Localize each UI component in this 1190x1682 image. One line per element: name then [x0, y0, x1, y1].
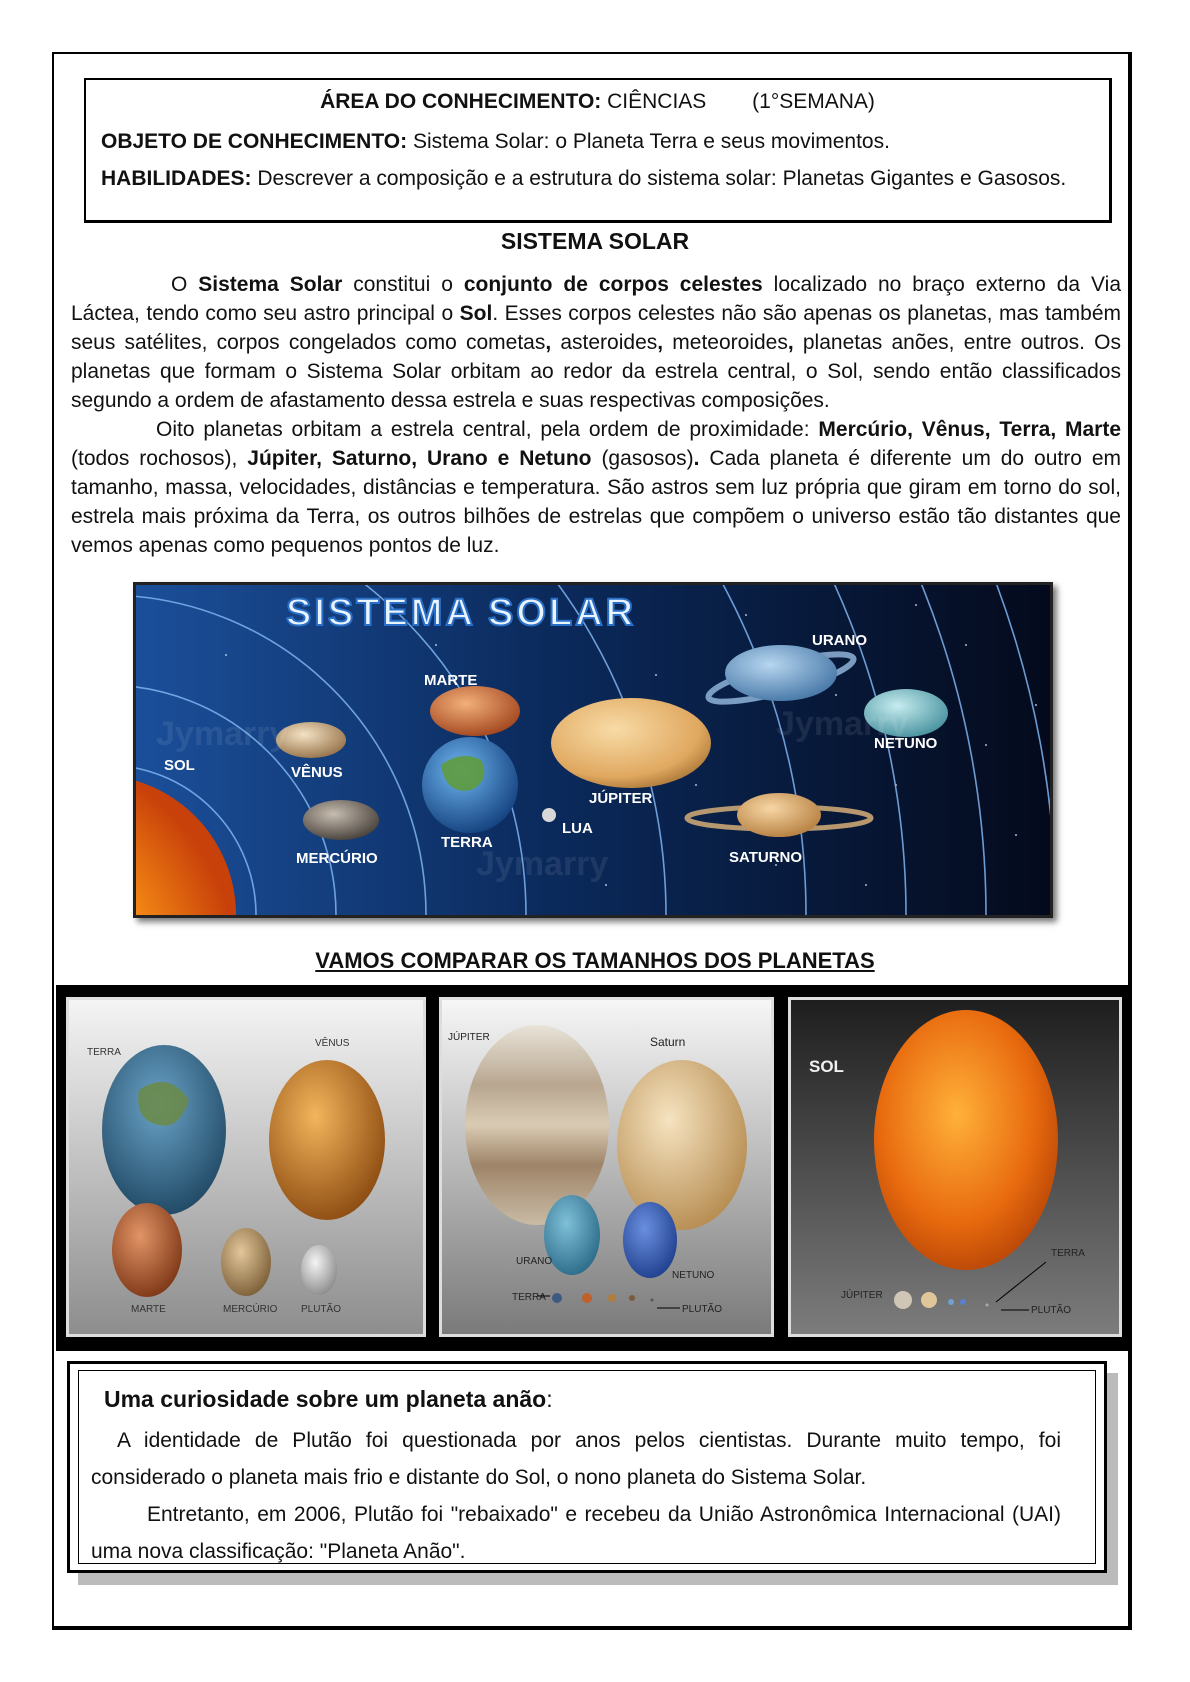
urano-globe [544, 1195, 600, 1275]
p3-label-terra: TERRA [1051, 1248, 1085, 1259]
marte-planet [430, 686, 520, 736]
sol-globe [874, 1010, 1058, 1270]
habilidades-label: HABILIDADES: [101, 167, 252, 190]
bold-run: , [545, 331, 552, 354]
netuno-globe [623, 1202, 677, 1278]
habilidades-value: Descrever a composição e a estrutura do sistema solar: Planetas Gigantes e Gasosos. [257, 167, 1067, 190]
p2-label-plutao: PLUTÃO [682, 1304, 723, 1315]
saturn-globe [617, 1060, 747, 1230]
bold-run: , [657, 331, 664, 354]
curiosity-colon: : [546, 1386, 553, 1412]
label-lua: LUA [562, 820, 593, 837]
p1-label-mercurio: MERCÚRIO [223, 1304, 278, 1315]
bold-run: Mercúrio, Vênus, Terra, Marte [818, 418, 1122, 441]
label-mercurio: MERCÚRIO [296, 850, 378, 867]
text-run: Oito planetas orbitam a estrela central, pela ordem de proximidade: [156, 418, 819, 441]
p1-label-venus: VÊNUS [315, 1038, 350, 1049]
panel-sun [788, 997, 1122, 1337]
p2-label-saturn: Saturn [650, 1035, 686, 1049]
area-line [86, 90, 1109, 114]
curiosity-box [67, 1361, 1107, 1573]
header-box [84, 78, 1112, 223]
urano-planet [725, 645, 837, 701]
body-text [71, 270, 1121, 560]
week-label: (1°SEMANA) [752, 90, 875, 113]
text-run: O [171, 273, 199, 296]
p1-label-marte: MARTE [131, 1304, 166, 1315]
p1-label-terra: TERRA [87, 1047, 121, 1058]
p1-label-plutao: PLUTÃO [301, 1304, 342, 1315]
lua-moon [542, 808, 556, 822]
p2-label-netuno: NETUNO [672, 1270, 715, 1281]
objeto-value: Sistema Solar: o Planeta Terra e seus movimentos. [412, 130, 890, 153]
p2-label-jupiter: JÚPITER [448, 1032, 490, 1043]
curiosity-text [91, 1422, 1061, 1570]
solar-system-svg [136, 585, 1050, 915]
area-label: ÁREA DO CONHECIMENTO: [320, 90, 602, 113]
label-sol: SOL [164, 757, 195, 774]
text-run: (todos rochosos), [71, 447, 248, 470]
marte-globe [112, 1203, 182, 1297]
text-run: . Esses corpos celestes não são apenas os planetas, mas também seus satélites, corpos congelados como cometas [71, 302, 1122, 354]
saturno-planet [737, 793, 821, 837]
text-run: Cada planeta é diferente um do outro em tamanho, massa, velocidades, distâncias e temperatura. São astros sem luz própria que giram em torno do sol, estrela mais próxima da Terra, os outros bilhões de estrelas que compõem o universo estão tão distantes que vemos apenas como pequenos pontos de luz. [71, 447, 1121, 557]
bold-run: Sol [459, 302, 493, 325]
text-run: planetas anões, entre outros. Os planetas que formam o Sistema Solar orbitam ao redor da estrela central, o Sol, sendo então classificados segundo a ordem de afastamento dessa estrela e suas respectivas composições. [71, 331, 1121, 412]
panel-1-svg [69, 1000, 423, 1334]
panel-3-svg [791, 1000, 1119, 1334]
watermark: Jymarry [476, 845, 609, 883]
venus-globe [269, 1060, 385, 1220]
p2-label-terra: TERRA [512, 1292, 546, 1303]
jupiter-globe [465, 1025, 609, 1225]
text-run: asteroides [551, 331, 658, 354]
plutao-globe [301, 1245, 337, 1295]
p3-label-sol: SOL [809, 1057, 844, 1076]
label-marte: MARTE [424, 672, 478, 689]
compare-strip [56, 985, 1132, 1351]
jupiter-planet [551, 698, 711, 788]
section-title: SISTEMA SOLAR [500, 228, 690, 254]
curiosity-paragraph-2: Entretanto, em 2006, Plutão foi "rebaixado" e recebeu da União Astronômica Internacional (UAI) uma nova classificação: "Planeta Anão". [91, 1503, 1061, 1563]
text-run: (gasosos) [591, 447, 694, 470]
objeto-label: OBJETO DE CONHECIMENTO: [101, 130, 408, 153]
label-venus: VÊNUS [291, 764, 343, 781]
label-jupiter: JÚPITER [589, 790, 653, 807]
mercurio-planet [303, 800, 379, 840]
paragraph-2 [71, 415, 1121, 560]
habilidades-line [101, 166, 1094, 191]
label-saturno: SATURNO [729, 849, 803, 866]
solar-title: SISTEMA SOLAR [286, 592, 637, 634]
mercurio-globe [221, 1228, 271, 1296]
panel-2-svg [442, 1000, 771, 1334]
curiosity-title-text: Uma curiosidade sobre um planeta anão [104, 1386, 547, 1412]
panel-rocky-planets [66, 997, 426, 1337]
watermark: Jymarry [156, 715, 289, 753]
solar-system-image [133, 582, 1053, 918]
label-netuno: NETUNO [874, 735, 938, 752]
bold-run: . [693, 447, 700, 470]
paragraph-1 [71, 270, 1121, 415]
label-terra: TERRA [441, 834, 493, 851]
text-run: meteoroides [663, 331, 788, 354]
p2-label-urano: URANO [516, 1256, 553, 1267]
terra-globe [102, 1045, 226, 1215]
bold-run: Sistema Solar [198, 273, 343, 296]
bold-run: , [787, 331, 794, 354]
bold-run: Júpiter, Saturno, Urano e Netuno [247, 447, 592, 470]
text-run: constitui o [342, 273, 464, 296]
area-value: CIÊNCIAS [607, 90, 707, 113]
bold-run: conjunto de corpos celestes [463, 273, 763, 296]
p3-label-jupiter: JÚPITER [841, 1290, 883, 1301]
watermark: Jymarry [776, 705, 909, 743]
compare-title: VAMOS COMPARAR OS TAMANHOS DOS PLANETAS [315, 948, 875, 973]
curiosity-title [104, 1386, 553, 1413]
label-urano: URANO [812, 632, 867, 649]
panel-giant-planets [439, 997, 774, 1337]
curiosity-paragraph-1: A identidade de Plutão foi questionada por anos pelos cientistas. Durante muito tempo, foi considerado o planeta mais frio e distante do Sol, o nono planeta do Sistema Solar. [91, 1429, 1061, 1489]
p3-label-plutao: PLUTÃO [1031, 1305, 1072, 1316]
objeto-line [101, 130, 890, 154]
text-run: localizado no braço externo da Via Láctea, tendo como seu astro principal o [71, 273, 1121, 325]
